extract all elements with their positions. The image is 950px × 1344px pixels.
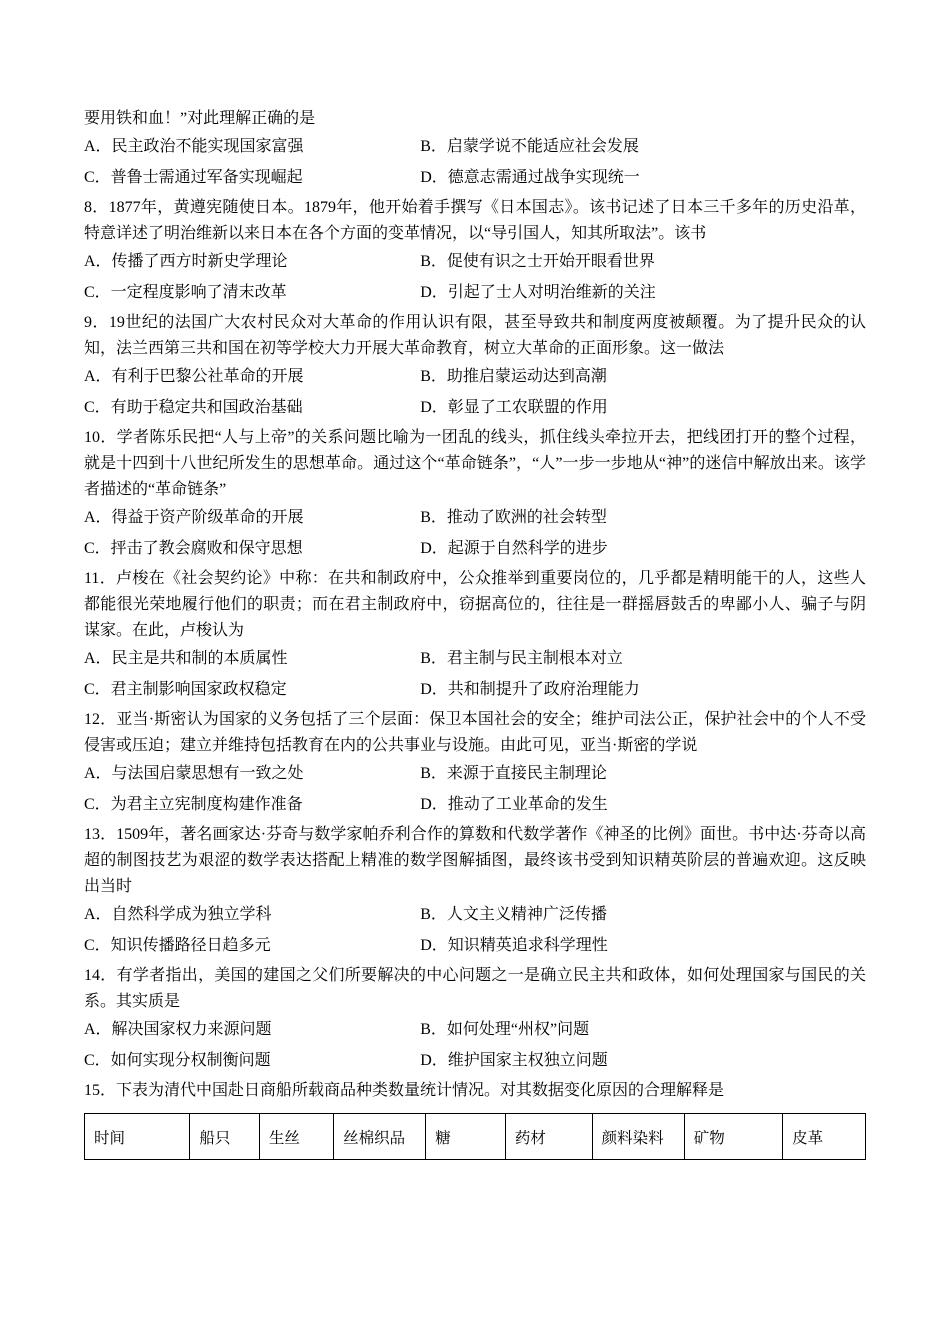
option-d: D．共和制提升了政府治理能力	[420, 681, 640, 698]
question-stem: 9．19世纪的法国广大农村民众对大革命的作用认识有限，甚至导致共和制度两度被颠覆。为了提升民众的认知，法兰西第三共和国在初等学校大力开展大革命教育，树立大革命的正面形象。这一做法	[84, 314, 866, 357]
question-11	[84, 566, 866, 706]
option-a: A．与法国启蒙思想有一致之处	[84, 765, 304, 782]
option-c: C．君主制影响国家政权稳定	[84, 681, 287, 698]
table-header-sugar: 糖	[426, 1114, 506, 1160]
option-c: C．抨击了教会腐败和保守思想	[84, 540, 303, 557]
option-d: D．知识精英追求科学理性	[420, 937, 608, 954]
question-8	[84, 195, 866, 309]
option-c: C．知识传播路径日趋多元	[84, 937, 271, 954]
table-header-row	[85, 1114, 866, 1160]
option-c: C．有助于稳定共和国政治基础	[84, 399, 303, 416]
option-row	[84, 132, 866, 163]
question-10	[84, 425, 866, 565]
option-row	[84, 534, 866, 565]
table-header-pigment-dye: 颜料染料	[592, 1114, 684, 1160]
option-row	[84, 393, 866, 424]
question-stem: 15．下表为清代中国赴日商船所载商品种类数量统计情况。对其数据变化原因的合理解释是	[84, 1082, 725, 1099]
question-stem: 要用铁和血！”对此理解正确的是	[84, 110, 316, 127]
option-a: A．自然科学成为独立学科	[84, 906, 272, 923]
question-13	[84, 822, 866, 962]
option-row	[84, 900, 866, 931]
option-c: C．如何实现分权制衡问题	[84, 1052, 271, 1069]
option-row	[84, 675, 866, 706]
question-9	[84, 310, 866, 424]
option-b: B．启蒙学说不能适应社会发展	[420, 138, 639, 155]
option-row	[84, 503, 866, 534]
option-d: D．引起了士人对明治维新的关注	[420, 284, 656, 301]
option-row	[84, 759, 866, 790]
option-b: B．来源于直接民主制理论	[420, 765, 607, 782]
table-header-minerals: 矿物	[684, 1114, 782, 1160]
option-a: A．传播了西方时新史学理论	[84, 253, 288, 270]
question-partial	[84, 106, 866, 194]
option-b: B．君主制与民主制根本对立	[420, 650, 623, 667]
table-header-raw-silk: 生丝	[259, 1114, 333, 1160]
table-header-ships: 船只	[190, 1114, 260, 1160]
question-stem: 8．1877年，黄遵宪随使日本。1879年，他开始着手撰写《日本国志》。该书记述了日本三千多年的历史沿革，特意详述了明治维新以来日本在各个方面的变革情况，以“导引国人，知其所取法”。该书	[84, 199, 866, 242]
option-d: D．推动了工业革命的发生	[420, 796, 608, 813]
option-row	[84, 163, 866, 194]
table-header-silk-cotton: 丝棉织品	[334, 1114, 426, 1160]
option-row	[84, 278, 866, 309]
option-row	[84, 1046, 866, 1077]
question-12	[84, 707, 866, 821]
option-d: D．彰显了工农联盟的作用	[420, 399, 608, 416]
option-b: B．促使有识之士开始开眼看世界	[420, 253, 655, 270]
question-stem: 11．卢梭在《社会契约论》中称：在共和制政府中，公众推举到重要岗位的，几乎都是精明能干的人，这些人都能很光荣地履行他们的职责；而在君主制政府中，窃据高位的，往往是一群摇唇鼓舌的卑鄙小人、骗子与阴谋家。在此，卢梭认为	[84, 570, 866, 639]
table-header-leather: 皮革	[783, 1114, 866, 1160]
option-a: A．得益于资产阶级革命的开展	[84, 509, 304, 526]
question-stem: 10．学者陈乐民把“人与上帝”的关系问题比喻为一团乱的线头，抓住线头牵拉开去，把线团打开的整个过程，就是十四到十八世纪所发生的思想革命。通过这个“革命链条”，“人”一步一步地从“神”的迷信中解放出来。该学者描述的“革命链条”	[84, 429, 866, 498]
commodity-table	[84, 1113, 866, 1160]
option-b: B．助推启蒙运动达到高潮	[420, 368, 607, 385]
option-row	[84, 362, 866, 393]
option-b: B．推动了欧洲的社会转型	[420, 509, 607, 526]
table-header-time: 时间	[85, 1114, 190, 1160]
option-c: C．为君主立宪制度构建作准备	[84, 796, 303, 813]
option-row	[84, 644, 866, 675]
option-d: D．维护国家主权独立问题	[420, 1052, 608, 1069]
option-b: B．如何处理“州权”问题	[420, 1021, 590, 1038]
question-stem: 14．有学者指出，美国的建国之父们所要解决的中心问题之一是确立民主共和政体，如何处理国家与国民的关系。其实质是	[84, 967, 866, 1010]
option-a: A．民主政治不能实现国家富强	[84, 138, 304, 155]
option-a: A．有利于巴黎公社革命的开展	[84, 368, 304, 385]
question-15	[84, 1078, 866, 1104]
question-14	[84, 963, 866, 1077]
option-row	[84, 790, 866, 821]
option-b: B．人文主义精神广泛传播	[420, 906, 607, 923]
option-row	[84, 247, 866, 278]
option-c: C．一定程度影响了清末改革	[84, 284, 287, 301]
option-c: C．普鲁士需通过军备实现崛起	[84, 169, 303, 186]
option-d: D．起源于自然科学的进步	[420, 540, 608, 557]
option-d: D．德意志需通过战争实现统一	[420, 169, 640, 186]
table-header-medicine: 药材	[505, 1114, 592, 1160]
option-row	[84, 1015, 866, 1046]
option-a: A．解决国家权力来源问题	[84, 1021, 272, 1038]
option-row	[84, 931, 866, 962]
question-stem: 12．亚当·斯密认为国家的义务包括了三个层面：保卫本国社会的安全；维护司法公正，保护社会中的个人不受侵害或压迫；建立并维持包括教育在内的公共事业与设施。由此可见，亚当·斯密的学说	[84, 711, 866, 754]
question-stem: 13．1509年，著名画家达·芬奇与数学家帕乔利合作的算数和代数学著作《神圣的比例》面世。书中达·芬奇以高超的制图技艺为艰涩的数学表达搭配上精准的数学图解插图，最终该书受到知识精英阶层的普遍欢迎。这反映出当时	[84, 826, 866, 895]
option-a: A．民主是共和制的本质属性	[84, 650, 288, 667]
